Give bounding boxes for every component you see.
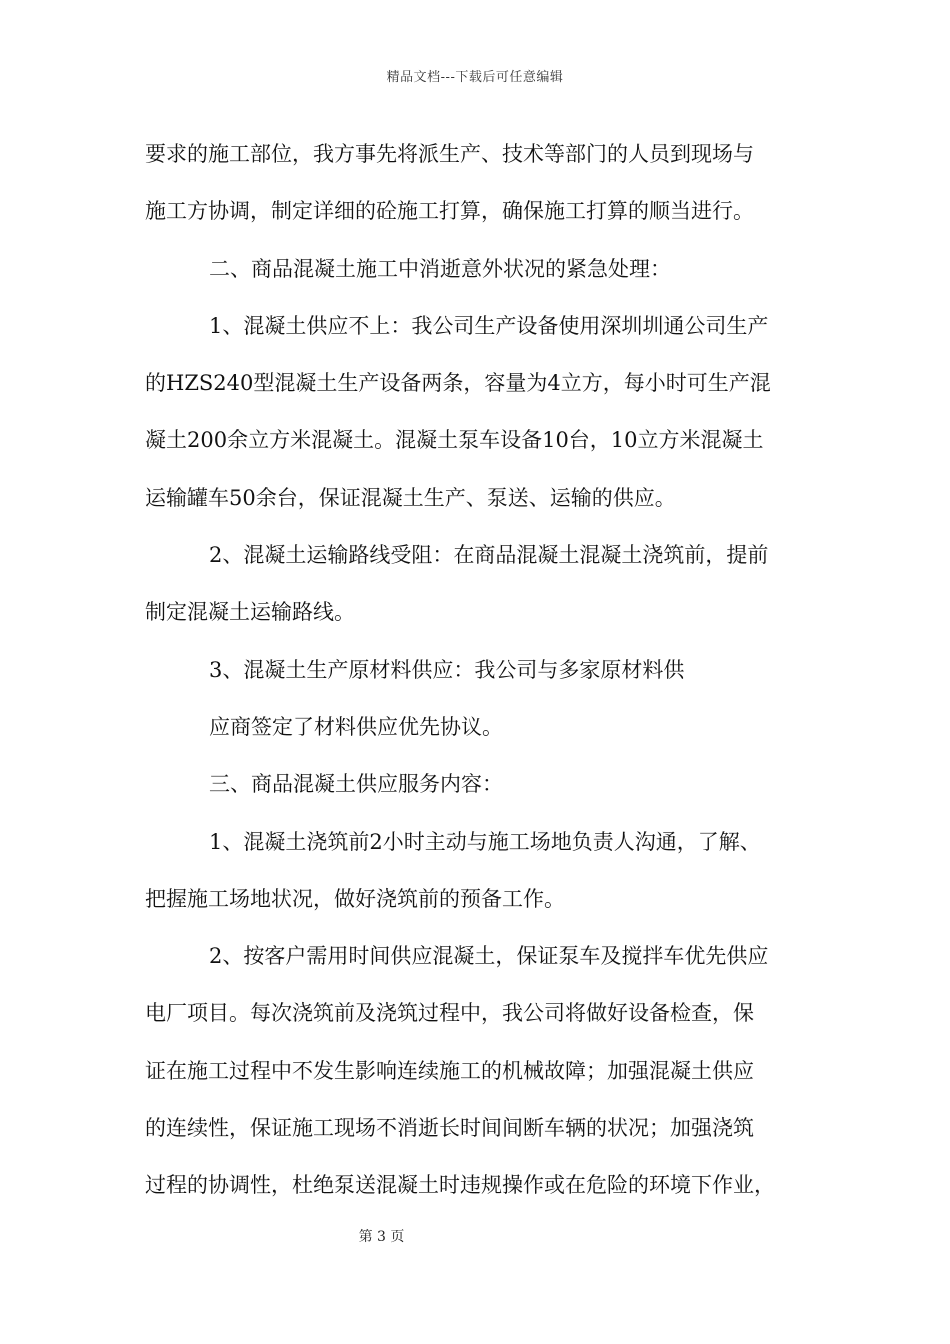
section-heading: 三、商品混凝土供应服务内容： xyxy=(209,772,503,797)
section-heading: 二、商品混凝土施工中消逝意外状况的紧急处理： xyxy=(209,256,671,281)
document-body xyxy=(145,134,810,1223)
text-line: 1、混凝土供应不上：我公司生产设备使用深圳圳通公司生产 xyxy=(209,313,769,338)
page-number: 第 3 页 xyxy=(358,1229,405,1245)
text-line: 证在施工过程中不发生影响连续施工的机械故障；加强混凝土供应 xyxy=(145,1058,754,1083)
text-line: 运输罐车50余台，保证混凝土生产、泵送、运输的供应。 xyxy=(145,485,676,510)
text-line: 2、混凝土运输路线受阻：在商品混凝土混凝土浇筑前，提前 xyxy=(209,543,769,568)
text-line: 要求的施工部位，我方事先将派生产、技术等部门的人员到现场与 xyxy=(145,142,754,166)
text-line: 过程的协调性，杜绝泵送混凝土时违规操作或在危险的环境下作业， xyxy=(145,1173,775,1198)
text-line: 施工方协调，制定详细的砼施工打算，确保施工打算的顺当进行。 xyxy=(145,199,754,224)
text-line: 的连续性，保证施工现场不消逝长时间间断车辆的状况；加强浇筑 xyxy=(145,1116,754,1141)
text-line: 2、按客户需用时间供应混凝土，保证泵车及搅拌车优先供应 xyxy=(209,944,769,969)
text-line: 电厂项目。每次浇筑前及浇筑过程中，我公司将做好设备检查，保 xyxy=(145,1001,754,1026)
page-header: 精品文档---下载后可任意编辑 xyxy=(386,70,564,85)
text-line: 制定混凝土运输路线。 xyxy=(145,600,355,625)
text-line: 的HZS240型混凝土生产设备两条，容量为4立方，每小时可生产混 xyxy=(145,371,771,396)
text-line: 1、混凝土浇筑前2小时主动与施工场地负责人沟通，了解、 xyxy=(209,829,761,854)
text-line: 凝土200余立方米混凝土。混凝土泵车设备10台，10立方米混凝土 xyxy=(145,428,764,453)
text-line: 应商签定了材料供应优先协议。 xyxy=(209,714,503,739)
text-line: 把握施工场地状况，做好浇筑前的预备工作。 xyxy=(145,886,565,911)
text-line: 3、混凝土生产原材料供应：我公司与多家原材料供 xyxy=(209,657,685,682)
